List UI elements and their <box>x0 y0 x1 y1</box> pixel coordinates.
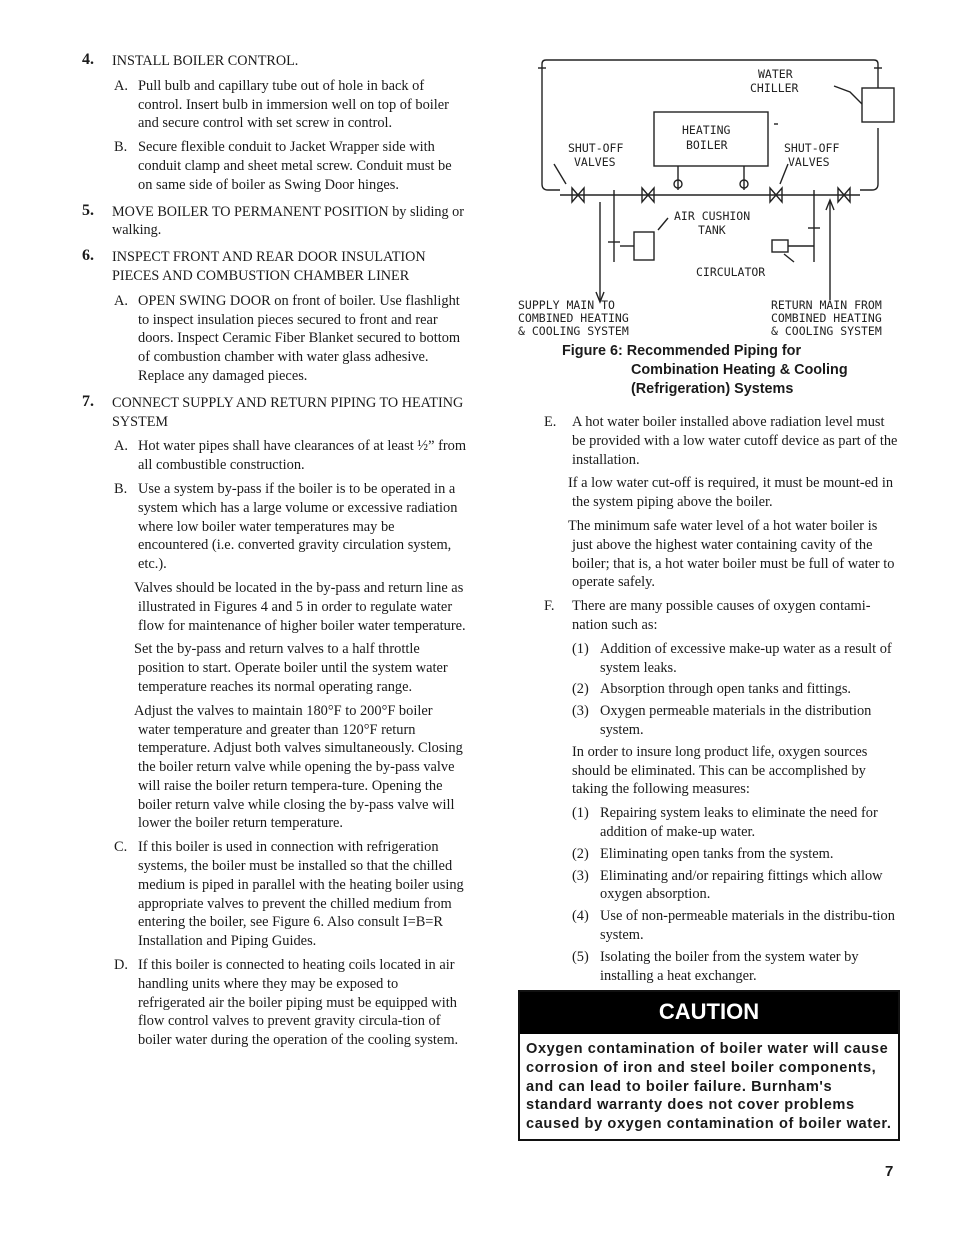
piping-diagram <box>518 52 900 342</box>
measure-item: (2) Eliminating open tanks from the system. <box>572 845 834 862</box>
step-title: MOVE BOILER TO PERMANENT POSITION by sliding or walking. <box>112 203 464 239</box>
label-circulator: CIRCULATOR <box>696 265 766 279</box>
caution-box <box>518 990 900 1141</box>
measure-item: (1) Repairing system leaks to eliminate the need for addition of make-up water. <box>572 805 878 840</box>
label-water: WATER <box>758 67 793 81</box>
item-e-paragraph-1: If a low water cut-off is required, it must be mount-ed in the system piping above the boiler. <box>568 475 894 511</box>
left-column <box>82 52 467 1055</box>
step-4 <box>82 52 467 71</box>
top-pipe <box>542 60 878 74</box>
label-valves-left: VALVES <box>574 155 616 169</box>
right-column <box>518 52 900 988</box>
left-loop-pipe <box>542 74 560 190</box>
step-number: 4. <box>82 51 94 68</box>
label-boiler: BOILER <box>686 138 728 152</box>
label-supply-2: COMBINED HEATING <box>518 311 629 325</box>
step-7-b: B. Use a system by-pass if the boiler is to be operated in a system which has a large volume or excessive radiation where low boiler water temperatures may be encountered (i.e. converted gravity circulation system, etc.). <box>114 480 458 573</box>
measure-item: (4) Use of non-permeable materials in the distribu-tion system. <box>572 908 895 943</box>
label-supply-1: SUPPLY MAIN TO <box>518 298 615 312</box>
page-number: 7 <box>885 1163 894 1180</box>
measure-item: (5) Isolating the boiler from the system water by installing a heat exchanger. <box>572 948 859 984</box>
label-heating: HEATING <box>682 123 731 137</box>
label-valves-right: VALVES <box>788 155 830 169</box>
step-7-b-paragraph-1: Valves should be located in the by-pass and return line as illustrated in Figures 4 and 5 in order to regulate water flow for maintenance of higher boiler water temperature. <box>134 579 466 634</box>
item-e-paragraph-2: The minimum safe water level of a hot water boiler is just above the highest water containing cavity of the boiler; that is, a hot water boiler must be full of water to operate safely. <box>568 517 895 591</box>
right-loop-pipe <box>860 128 878 190</box>
cause-item: (1) Addition of excessive make-up water as a result of system leaks. <box>572 640 892 676</box>
label-shutoff-right: SHUT-OFF <box>784 141 840 155</box>
step-6 <box>82 248 467 286</box>
step-title: INSTALL BOILER CONTROL. <box>112 53 299 69</box>
piping-diagram-svg <box>518 52 900 342</box>
cause-item: (3) Oxygen permeable materials in the distribution system. <box>572 703 872 738</box>
step-7-a: A. Hot water pipes shall have clearances of at least ½” from all combustible construction. <box>114 438 467 474</box>
step-7-b-paragraph-3: Adjust the valves to maintain 180°F to 200°F boiler water temperature and greater than 120°F return temperature. Adjust both valves simultaneously. Closing the boiler return valve while opening the by-pass valve will raise the boiler return tempera-ture. Opening the boiler return valve while closing the by-pass valve will lower the boiler return temperature. <box>134 702 463 832</box>
step-number: 5. <box>82 201 94 219</box>
label-shutoff-left: SHUT-OFF <box>568 141 624 155</box>
caution-heading: CAUTION <box>520 992 898 1034</box>
air-cushion-tank <box>634 232 654 260</box>
step-7-b-paragraph-2: Set the by-pass and return valves to a half throttle position to start. Operate boiler until the system water temperature reaches its normal operating range. <box>134 641 448 695</box>
caution-text: Oxygen contamination of boiler water will cause corrosion of iron and steel boiler components, and can lead to boiler failure. Burnham's standard warranty does not cover problems caused by oxygen contamination of boiler water. <box>526 1041 892 1133</box>
label-return-2: COMBINED HEATING <box>771 311 882 325</box>
figure-caption: Figure 6: Recommended Piping for Combination Heating & Cooling (Refrigeration) Systems <box>562 343 848 397</box>
step-5 <box>82 203 467 241</box>
circulator-box <box>772 240 788 252</box>
measure-item: (3) Eliminating and/or repairing fittings which allow oxygen absorption. <box>572 867 883 903</box>
item-f: F. There are many possible causes of oxygen contami-nation such as: <box>544 598 871 633</box>
step-7 <box>82 394 467 432</box>
step-4-a: A. Pull bulb and capillary tube out of hole in back of control. Insert bulb in immersion well on top of boiler and secure control with set screw in control. <box>114 77 449 132</box>
step-6-a: A. OPEN SWING DOOR on front of boiler. Use flashlight to inspect insulation pieces secured to front and rear doors. Inspect Ceramic Fiber Blanket secured to bottom of combustion chamber with water glass adhesive. Replace any damaged pieces. <box>114 292 461 384</box>
label-return-3: & COOLING SYSTEM <box>771 324 882 338</box>
step-7-d: D. If this boiler is connected to heating coils located in air handling units where they may be exposed to refrigerated air the boiler piping must be equipped with flow control valves to prevent gravity circula-tion of boiler water during the operation of the cooling system. <box>114 957 459 1049</box>
step-4-b: B. Secure flexible conduit to Jacket Wrapper side with conduit clamp and sheet metal screw. Conduit must be on same side of boiler as Swing Door hinges. <box>114 139 452 193</box>
label-chiller: CHILLER <box>750 81 799 95</box>
label-air-cushion: AIR CUSHION <box>674 209 751 223</box>
measures-intro: In order to insure long product life, oxygen sources should be eliminated. This can be accomplished by taking the following measures: <box>572 743 868 798</box>
step-title: CONNECT SUPPLY AND RETURN PIPING TO HEATING SYSTEM <box>112 394 464 430</box>
step-title: INSPECT FRONT AND REAR DOOR INSULATION PIECES AND COMBUSTION CHAMBER LINER <box>112 249 426 284</box>
label-return-1: RETURN MAIN FROM <box>771 298 882 312</box>
label-supply-3: & COOLING SYSTEM <box>518 324 629 338</box>
water-chiller-box <box>862 88 894 122</box>
item-e: E. A hot water boiler installed above radiation level must be provided with a low water cutoff device as part of the installation. <box>544 414 898 468</box>
cause-item: (2) Absorption through open tanks and fittings. <box>572 681 852 698</box>
label-tank: TANK <box>698 223 726 237</box>
step-7-c: C. If this boiler is used in connection with refrigeration systems, the boiler must be installed so that the chilled medium is piped in parallel with the heating boiler using appropriate valves to prevent the chilled medium from entering the boiler, see Figure 6. Also consult I=B=R Installation and Piping Guides. <box>114 839 464 950</box>
step-number: 7. <box>82 392 94 410</box>
step-number: 6. <box>82 247 94 265</box>
